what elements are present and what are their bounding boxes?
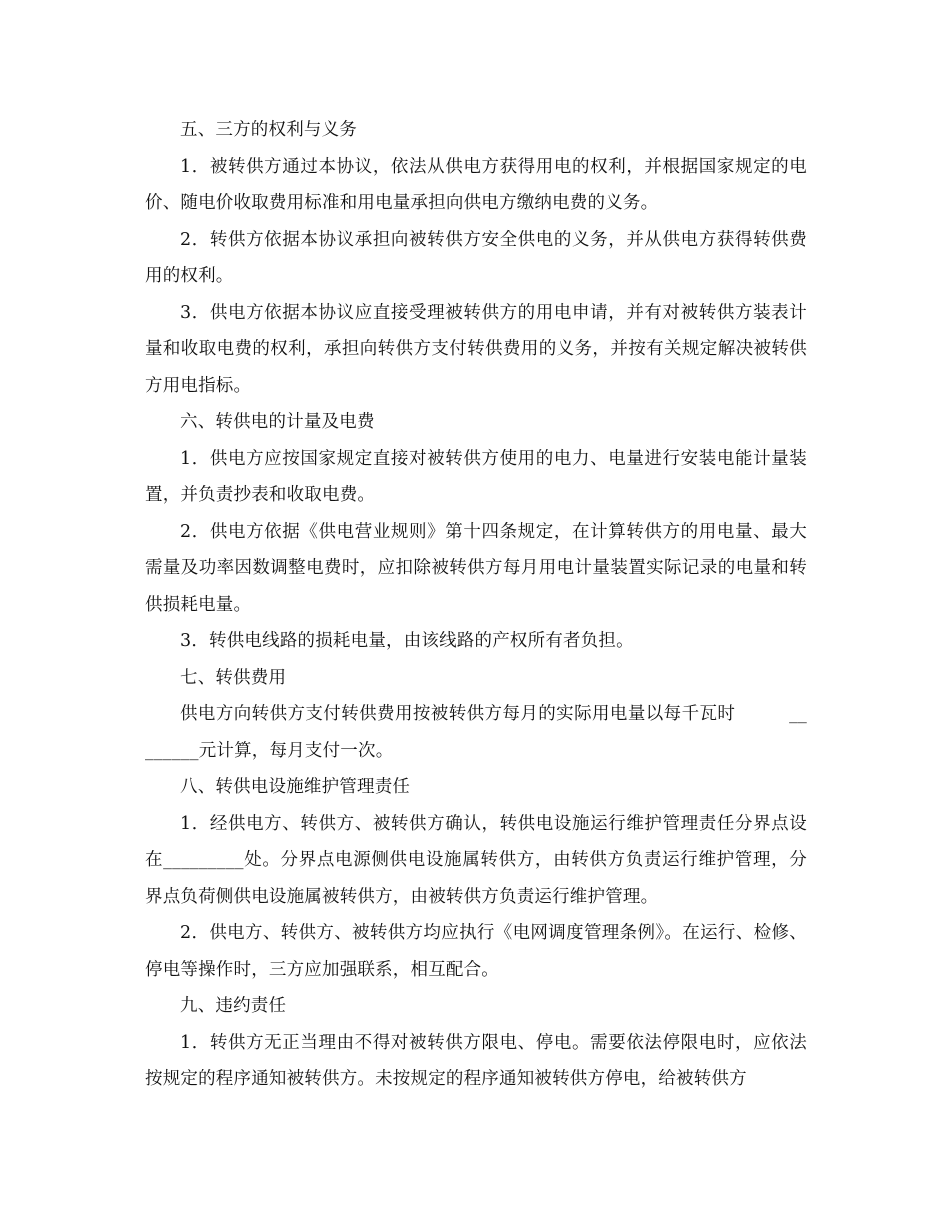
section-heading-transfer-fees: 七、转供费用 [180, 667, 287, 688]
document-body [145, 112, 807, 1098]
clause-6-3: 3．转供电线路的损耗电量，由该线路的产权所有者负担。 [180, 631, 634, 651]
clause-5-2: 2．转供方依据本协议承担向被转供方安全供电的义务，并从供电方获得转供费用的权利。 [145, 229, 807, 286]
clause-5-1: 1．被转供方通过本协议，依法从供电方获得用电的权利，并根据国家规定的电价、随电价收取费用标准和用电量承担向供电方缴纳电费的义务。 [145, 156, 807, 213]
clause-5-3: 3．供电方依据本协议应直接受理被转供方的用电申请，并有对被转供方装表计量和收取电费的权利，承担向转供方支付转供费用的义务，并按有关规定解决被转供方用电指标。 [145, 302, 807, 396]
clause-7-body: 供电方向转供方支付转供费用按被转供方每月的实际用电量以每千瓦时 ________元计算，每月支付一次。 [145, 704, 807, 761]
clause-8-2: 2．供电方、转供方、被转供方均应执行《电网调度管理条例》。在运行、检修、停电等操作时，三方应加强联系，相互配合。 [145, 923, 807, 980]
section-heading-breach-liability: 九、违约责任 [180, 996, 287, 1016]
section-heading-metering-fees: 六、转供电的计量及电费 [180, 412, 375, 432]
clause-8-1: 1．经供电方、转供方、被转供方确认，转供电设施运行维护管理责任分界点设在_________处。分界点电源侧供电设施属转供方，由转供方负责运行维护管理，分界点负荷侧供电设施属被转供方，由被转供方负责运行维护管理。 [145, 813, 807, 907]
clause-6-2: 2．供电方依据《供电营业规则》第十四条规定，在计算转供方的用电量、最大需量及功率因数调整电费时，应扣除被转供方每月用电计量装置实际记录的电量和转供损耗电量。 [145, 521, 807, 615]
clause-6-1: 1．供电方应按国家规定直接对被转供方使用的电力、电量进行安装电能计量装置，并负责抄表和收取电费。 [145, 448, 807, 505]
section-heading-rights-obligations: 五、三方的权利与义务 [180, 120, 357, 140]
section-heading-maintenance-responsibility: 八、转供电设施维护管理责任 [180, 777, 411, 797]
clause-9-1: 1．转供方无正当理由不得对被转供方限电、停电。需要依法停限电时，应依法按规定的程序通知被转供方。未按规定的程序通知被转供方停电，给被转供方 [145, 1032, 807, 1089]
